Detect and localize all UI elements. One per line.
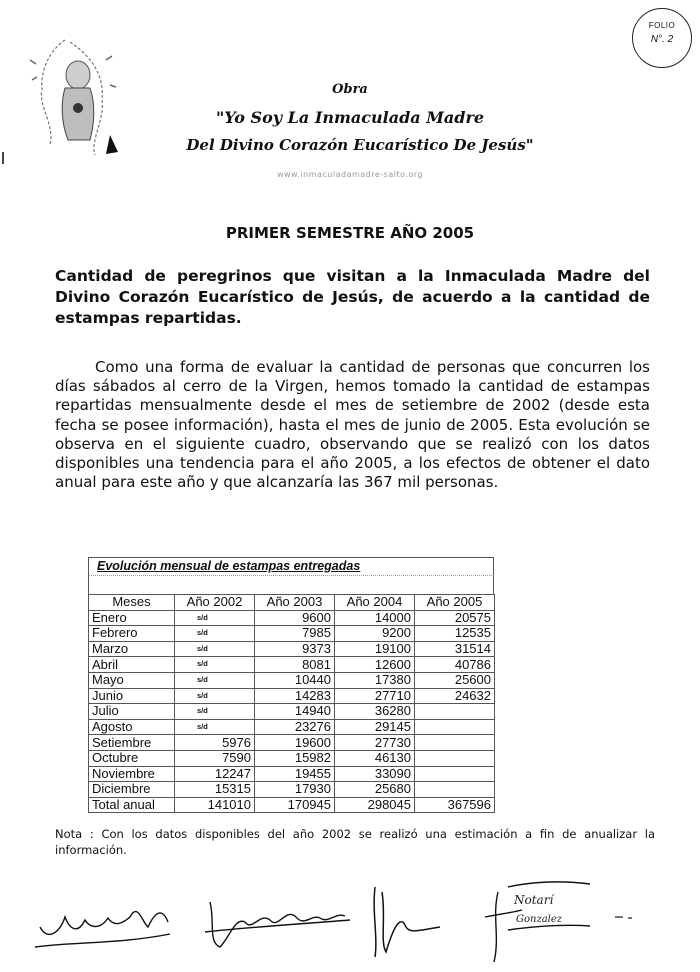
value-cell: 12535 — [415, 626, 495, 642]
subtitle: Cantidad de peregrinos que visitan a la Inmaculada Madre del Divino Corazón Eucarístico de Jesús, de acuerdo a la cantidad de estampas repartidas. — [55, 267, 650, 327]
signature-dash-icon — [615, 917, 632, 918]
value-cell: s/d — [175, 719, 255, 735]
table-note: Nota : Con los datos disponibles del año 2002 se realizó una estimación a fin de anualizar la información. — [55, 827, 655, 857]
table-total-row — [89, 797, 495, 813]
month-cell: Noviembre — [89, 766, 175, 782]
value-cell: 23276 — [255, 719, 335, 735]
section-title: PRIMER SEMESTRE AÑO 2005 — [225, 224, 475, 242]
value-cell: 27710 — [335, 688, 415, 704]
value-cell: 29145 — [335, 719, 415, 735]
signature-text-2: Gonzalez — [516, 914, 563, 925]
value-cell: 5976 — [175, 735, 255, 751]
value-cell: 9373 — [255, 641, 335, 657]
value-cell: s/d — [175, 704, 255, 720]
value-cell: 14283 — [255, 688, 335, 704]
signature-text-1: Notarí — [514, 893, 554, 907]
value-cell: 46130 — [335, 750, 415, 766]
value-cell: s/d — [175, 641, 255, 657]
header-title: Obra — [332, 82, 368, 97]
value-cell: 27730 — [335, 735, 415, 751]
table-row — [89, 704, 495, 720]
value-cell: 7590 — [175, 750, 255, 766]
header-cell: Año 2005 — [415, 595, 495, 611]
header-cell: Año 2002 — [175, 595, 255, 611]
value-cell: 19600 — [255, 735, 335, 751]
value-cell: 25680 — [335, 782, 415, 798]
value-cell: 25600 — [415, 672, 495, 688]
signature-2-icon — [205, 902, 350, 947]
folio-stamp — [632, 8, 692, 68]
value-cell: 17380 — [335, 672, 415, 688]
signature-1-icon — [35, 912, 170, 947]
month-cell: Marzo — [89, 641, 175, 657]
margin-mark — [2, 152, 4, 164]
table-caption: Evolución mensual de estampas entregadas — [88, 557, 494, 575]
value-cell: 170945 — [255, 797, 335, 813]
month-cell: Diciembre — [89, 782, 175, 798]
value-cell — [415, 719, 495, 735]
value-cell: 7985 — [255, 626, 335, 642]
value-cell — [415, 735, 495, 751]
month-cell: Agosto — [89, 719, 175, 735]
header-cell: Meses — [89, 595, 175, 611]
table-row — [89, 657, 495, 673]
month-cell: Octubre — [89, 750, 175, 766]
value-cell — [415, 782, 495, 798]
value-cell: 8081 — [255, 657, 335, 673]
value-cell: 14940 — [255, 704, 335, 720]
signatures — [30, 872, 680, 967]
table-row — [89, 672, 495, 688]
table-row — [89, 782, 495, 798]
value-cell: 14000 — [335, 610, 415, 626]
header-cell: Año 2003 — [255, 595, 335, 611]
header-line-2: Del Divino Corazón Eucarístico De Jesús" — [186, 136, 534, 154]
value-cell: 367596 — [415, 797, 495, 813]
table-row — [89, 766, 495, 782]
body-paragraph: Como una forma de evaluar la cantidad de personas que concurren los días sábados al cerro de la Virgen, hemos tomado la cantidad de estampas repartidas mensualmente desde el mes de setiembre de 2002 (desde esta fecha se posee información), hasta el mes de junio de 2005. Esta evolución se observa en el siguiente cuadro, observando que se realizó con los datos disponibles una tendencia para el año 2005, a los efectos de obtener el dato anual para este año y que alcanzaría las 367 mil personas. — [55, 358, 650, 492]
value-cell: 31514 — [415, 641, 495, 657]
month-cell: Febrero — [89, 626, 175, 642]
value-cell — [415, 704, 495, 720]
value-cell: s/d — [175, 626, 255, 642]
month-cell: Total anual — [89, 797, 175, 813]
month-cell: Abril — [89, 657, 175, 673]
header-line-1: "Yo Soy La Inmaculada Madre — [215, 108, 485, 127]
value-cell: 19100 — [335, 641, 415, 657]
value-cell: 40786 — [415, 657, 495, 673]
value-cell: 19455 — [255, 766, 335, 782]
value-cell: 15982 — [255, 750, 335, 766]
value-cell: 10440 — [255, 672, 335, 688]
value-cell: 20575 — [415, 610, 495, 626]
table-row — [89, 688, 495, 704]
value-cell: 141010 — [175, 797, 255, 813]
value-cell: 12600 — [335, 657, 415, 673]
signature-3-icon — [374, 887, 440, 957]
month-cell: Julio — [89, 704, 175, 720]
month-cell: Setiembre — [89, 735, 175, 751]
value-cell — [415, 766, 495, 782]
value-cell: s/d — [175, 610, 255, 626]
header-cell: Año 2004 — [335, 595, 415, 611]
value-cell: 17930 — [255, 782, 335, 798]
value-cell: 24632 — [415, 688, 495, 704]
value-cell: s/d — [175, 657, 255, 673]
table-row — [89, 750, 495, 766]
value-cell: 33090 — [335, 766, 415, 782]
table-container — [88, 557, 494, 813]
table-header-row — [89, 595, 495, 611]
data-table — [88, 594, 495, 813]
table-row — [89, 641, 495, 657]
table-row — [89, 735, 495, 751]
table-spacer — [88, 575, 494, 594]
month-cell: Junio — [89, 688, 175, 704]
folio-number: N°. 2 — [650, 34, 674, 45]
value-cell: 9600 — [255, 610, 335, 626]
value-cell — [415, 750, 495, 766]
table-row — [89, 626, 495, 642]
value-cell: 12247 — [175, 766, 255, 782]
value-cell: 36280 — [335, 704, 415, 720]
value-cell: 298045 — [335, 797, 415, 813]
table-row — [89, 610, 495, 626]
value-cell: s/d — [175, 672, 255, 688]
month-cell: Mayo — [89, 672, 175, 688]
table-row — [89, 719, 495, 735]
folio-label: FOLIO — [648, 21, 676, 30]
value-cell: 9200 — [335, 626, 415, 642]
value-cell: s/d — [175, 688, 255, 704]
header-url: www.inmaculadamadre-salto.org — [276, 170, 424, 179]
value-cell: 15315 — [175, 782, 255, 798]
month-cell: Enero — [89, 610, 175, 626]
